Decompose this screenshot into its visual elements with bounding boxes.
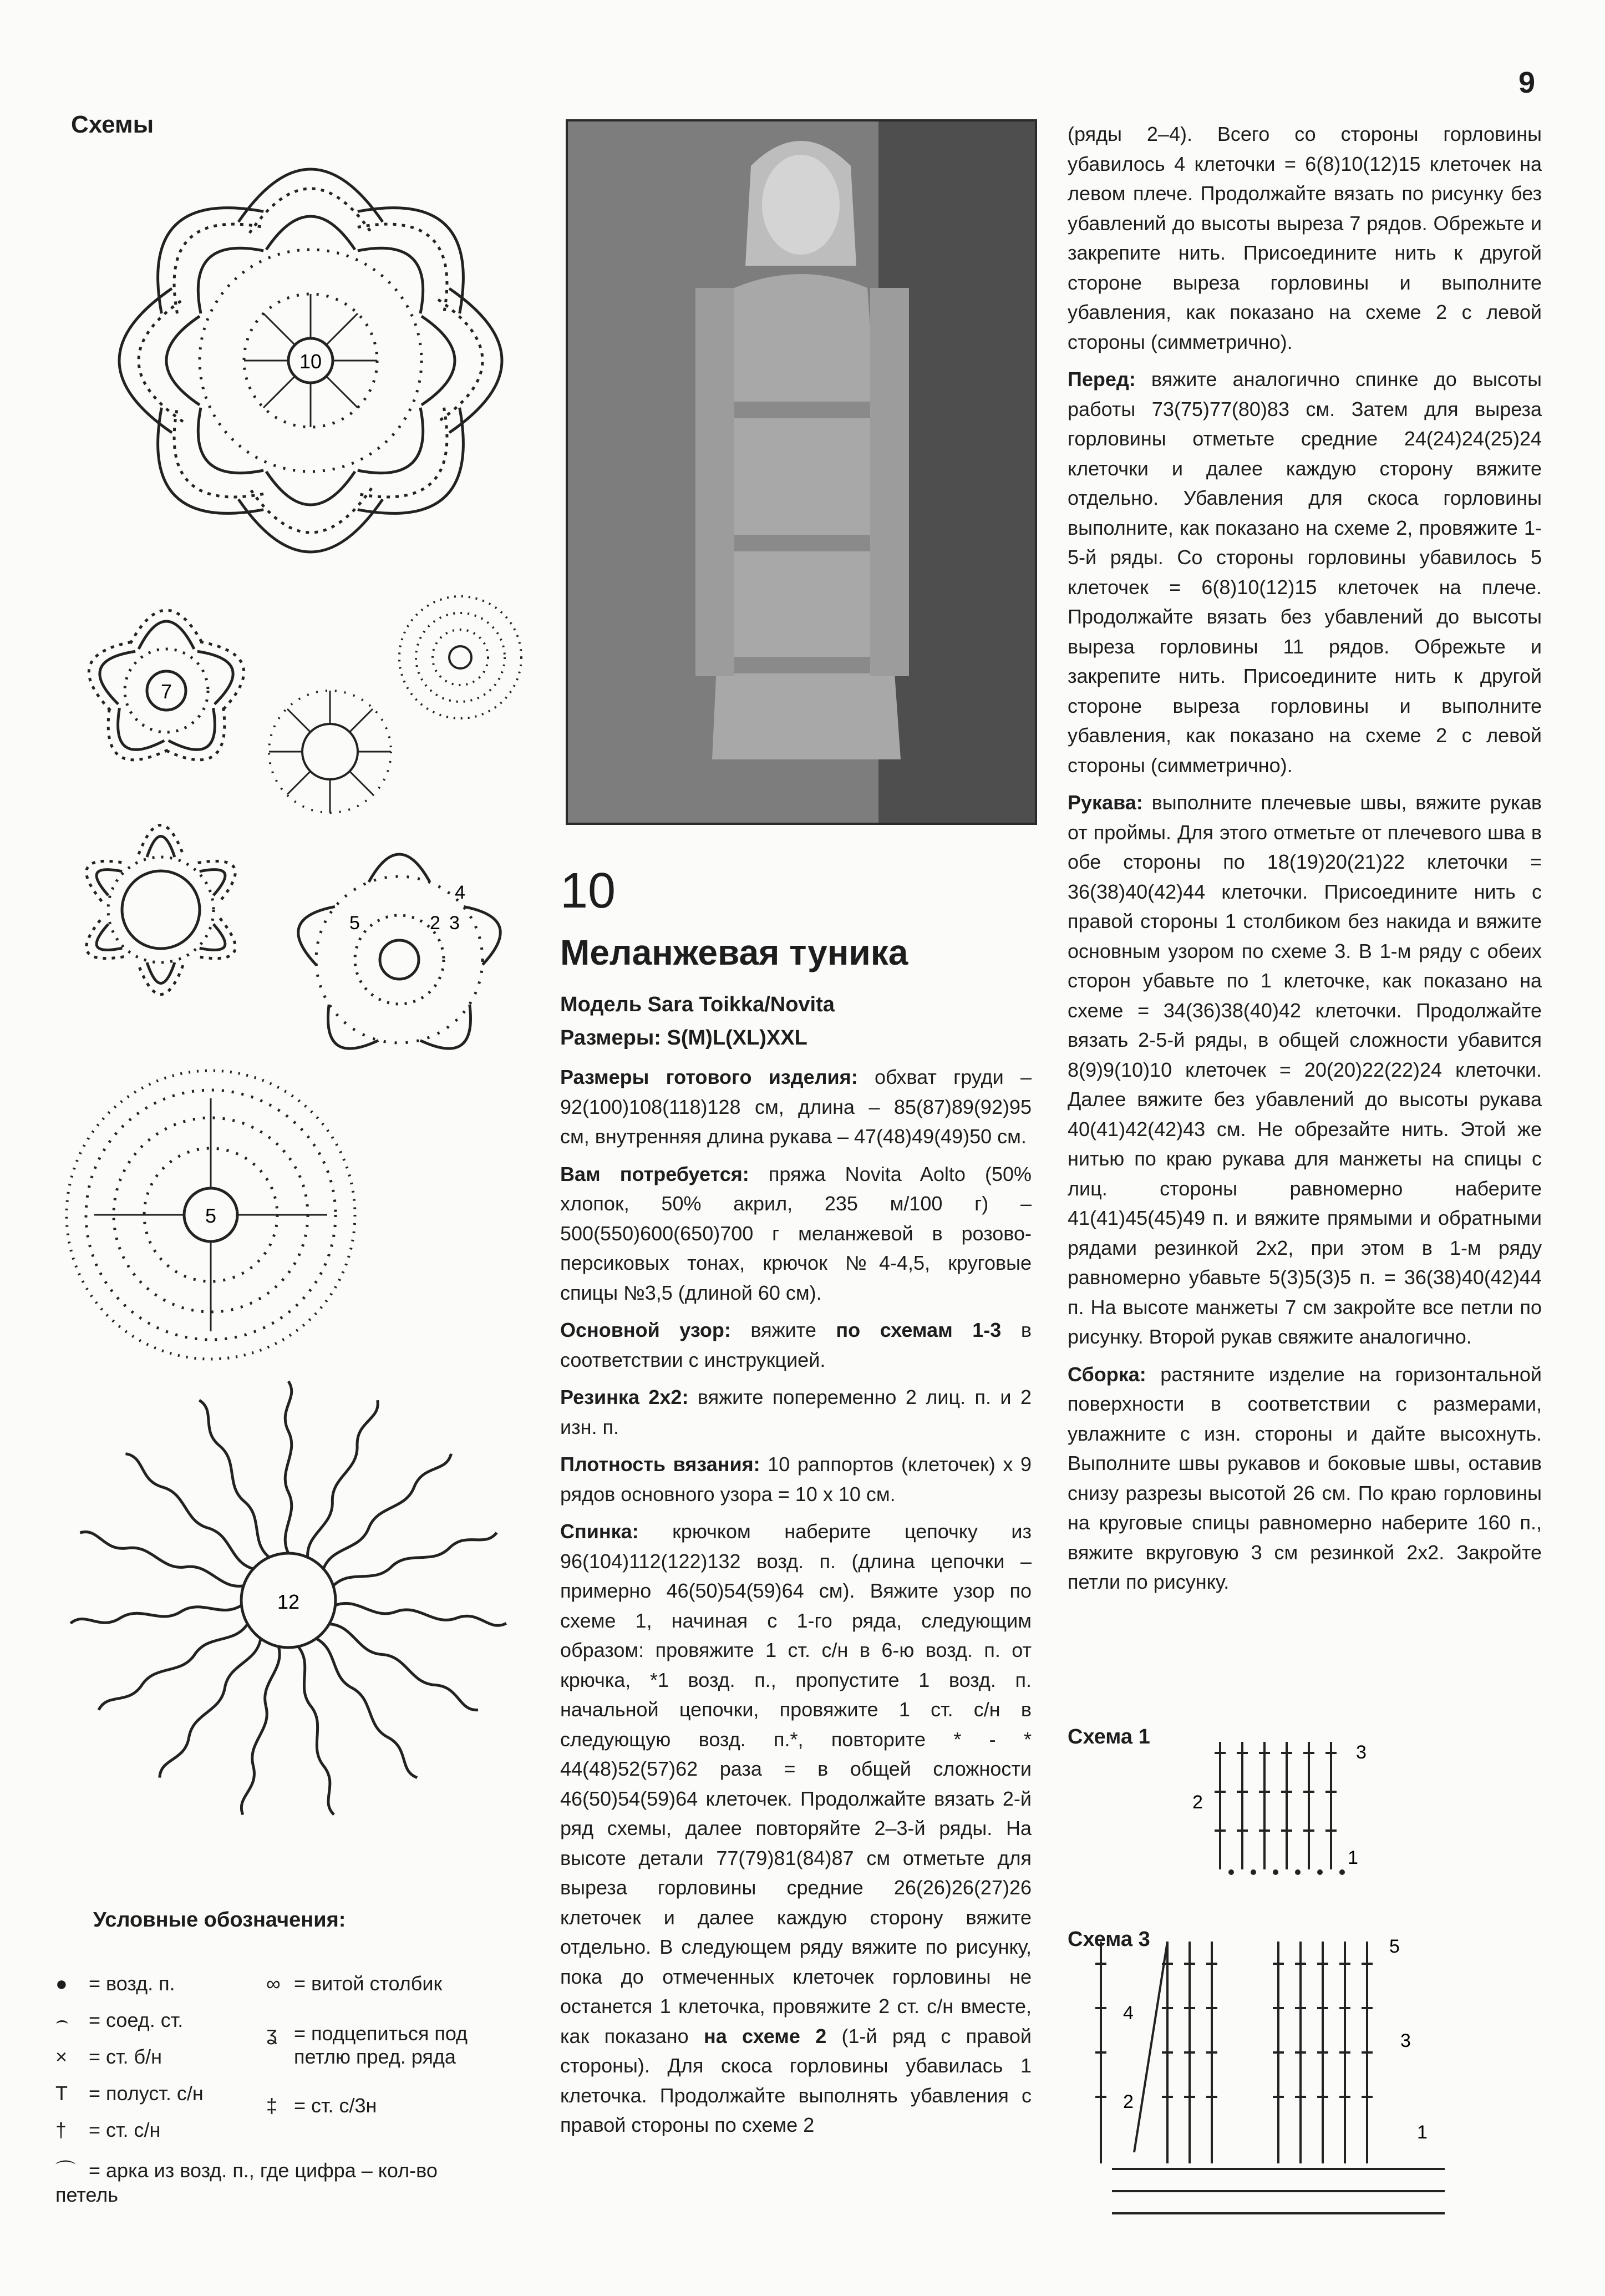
model-photo — [566, 119, 1037, 825]
finished-text: обхват груди – 92(100)108(118)128 см, длина – 85(87)89(92)95 см, внутренняя длина рукава – 47(48)49(49)50 см. — [560, 1066, 1032, 1148]
motif-row-4-label: 4 — [455, 882, 465, 903]
scheme-3-row-5: 5 — [1389, 1936, 1400, 1957]
back-continued: (ряды 2–4). Всего со стороны горловины убавилось 4 клеточки = 6(8)10(12)15 клеточек на левом плече. Продолжайте вязать по рисунку без убавлений до высоты выреза 7 рядов. Обрежьте и закрепите нить. Присоедините нить к другой стороне выреза горловины и выполните убавления, как показано на схеме 2 с левой стороны (симметрично). — [1068, 123, 1542, 353]
scheme-1-diagram — [1192, 1731, 1375, 1886]
daisy-motif-diagram — [55, 810, 266, 1010]
pattern-label: Основной узор: — [560, 1319, 731, 1341]
scheme-1-row-3: 3 — [1356, 1742, 1367, 1763]
back-text-2: (1-й ряд с правой стороны). Для скоса горловины убавилась 1 клеточка. Продолжайте выполнять убавления с правой стороны по схеме 2 — [560, 2024, 1032, 2136]
legend-symbol-icon: ● — [55, 1972, 68, 1995]
back-label: Спинка: — [560, 1520, 639, 1543]
legend-item: ⌢ = соед. ст. — [55, 2009, 184, 2031]
legend-item: ‡ = ст. с/3н — [266, 2094, 377, 2117]
legend-symbol-icon: ⌢ — [55, 2009, 69, 2031]
legend-symbol-icon: ‡ — [266, 2094, 278, 2117]
legend-symbol-icon: T — [55, 2082, 68, 2105]
legend-heading: Условные обозначения: — [93, 1908, 346, 1932]
motif-12-diagram — [55, 1376, 521, 1819]
need-text: пряжа Novita Aolto (50% хлопок, 50% акрил, 235 м/100 г) – 500(550)600(650)700 г меланжевой в розово-персиковых тонах, крючок №4-4,5, круговые спицы №3,5 (длиной 60 см). — [560, 1162, 1032, 1304]
rib-label: Резинка 2х2: — [560, 1386, 689, 1408]
page-number: 9 — [1518, 66, 1536, 99]
sleeves-label: Рукава: — [1068, 791, 1143, 814]
motif-row-5-label: 5 — [349, 913, 360, 934]
legend-item: † = ст. с/н — [55, 2118, 161, 2141]
back-text: крючком наберите цепочку из 96(104)112(122)132 возд. п. (длина цепочки – примерно 46(50)54(59)64 см). Вяжите узор по схеме 1, начиная с 1-го ряда, следующим образом: провяжите 1 ст. с/н в 6-ю возд. п. от крючка, *1 возд. п., пропустите 1 возд. п. начальной цепочки, провяжите 1 ст. с/н в следующую возд. п.*, повторите * - * 44(48)52(57)62 раза = в общей сложности 46(50)54(59)64 клеточек. Продолжайте вязать 2-й ряд схемы, далее повторяйте 2–3-й ряды. На высоте детали 77(79)81(84)87 см отметьте для выреза горловины средние 26(26)26(27)26 клеточек и далее каждую сторону вяжите отдельно. В следующем ряду вяжите по рисунку, пока до отмеченных клеточек горловины не останется 1 клеточка, провяжите 2 ст. с/н вместе, как показано — [560, 1520, 1032, 2047]
motif-5-diagram — [55, 1065, 366, 1365]
legend-right — [266, 1972, 521, 2131]
sizes-line: Размеры: S(M)L(XL)XXL — [560, 1026, 807, 1050]
pattern-text-2: в соответствии с инструкцией. — [560, 1319, 1032, 1371]
schemes-heading: Схемы — [71, 111, 154, 138]
scheme-1-row-2: 2 — [1192, 1792, 1203, 1813]
legend-item: ● = возд. п. — [55, 1972, 175, 1995]
legend-item-arch: ⌒ = арка из возд. п., где цифра – кол-во петель — [55, 2155, 455, 2207]
rib-text: вяжите попеременно 2 лиц. п. и 2 изн. п. — [560, 1386, 1032, 1438]
need-label: Вам потребуется: — [560, 1162, 749, 1185]
legend-symbol-icon: × — [55, 2045, 68, 2068]
middle-column — [560, 1062, 1032, 2148]
density-label: Плотность вязания: — [560, 1453, 760, 1476]
legend-symbol-icon: ∞ — [266, 1972, 281, 1995]
motif-10-label: 10 — [299, 350, 322, 373]
motif-12-label: 12 — [277, 1590, 300, 1613]
article-number: 10 — [560, 863, 616, 919]
scheme-3-row-2: 2 — [1123, 2091, 1134, 2112]
motif-7-label: 7 — [160, 680, 172, 703]
legend-left — [55, 1972, 299, 2155]
legend-item: ʓ = подцепиться под петлю пред. ряда — [266, 2022, 521, 2094]
legend-item: ∞ = витой столбик — [266, 1972, 443, 1995]
legend-item: T = полуст. с/н — [55, 2082, 204, 2105]
finished-label: Размеры готового изделия: — [560, 1066, 858, 1088]
legend-symbol-icon: ⌒ — [55, 2159, 76, 2182]
assembly-text: растяните изделие на горизонтальной поверхности в соответствии с размерами, увлажните с изн. стороны и дайте высохнуть. Выполните швы рукавов и боковые швы, оставив снизу разрезы высотой 26 см. По краю горловины на круговые спицы равномерно наберите 160 п., вяжите вкруговую 3 см резинкой 2х2. Закройте петли по рисунку. — [1068, 1362, 1542, 1593]
pattern-bold: по схемам 1-3 — [836, 1319, 1002, 1341]
scheme-3-diagram — [1101, 1930, 1461, 2219]
assembly-label: Сборка: — [1068, 1362, 1146, 1386]
motif-7-diagram — [61, 588, 272, 793]
scheme-3-label: Схема 3 — [1068, 1928, 1150, 1951]
model-credit: Модель Sara Toikka/Novita — [560, 993, 835, 1016]
scheme-1-row-1: 1 — [1348, 1847, 1358, 1868]
scheme-1-label: Схема 1 — [1068, 1725, 1150, 1748]
sunburst-motif-diagram — [261, 682, 399, 821]
concentric-motif-diagram — [394, 591, 527, 724]
scheme-3-row-1: 1 — [1417, 2122, 1428, 2143]
legend-item: × = ст. б/н — [55, 2045, 162, 2068]
motif-2-5-diagram — [272, 832, 527, 1087]
front-label: Перед: — [1068, 368, 1136, 391]
motif-row-3-label: 3 — [449, 913, 460, 934]
legend-symbol-icon: † — [55, 2118, 67, 2141]
motif-5-label: 5 — [205, 1204, 217, 1227]
article-title: Меланжевая туника — [560, 932, 908, 972]
legend-symbol-icon: ʓ — [266, 2022, 277, 2045]
back-bold: на схеме 2 — [704, 2024, 827, 2047]
scheme-3-row-3: 3 — [1400, 2030, 1411, 2051]
scheme-3-row-4: 4 — [1123, 2003, 1134, 2024]
right-column — [1068, 119, 1542, 1605]
motif-row-2-label: 2 — [430, 913, 440, 934]
front-text: вяжите аналогично спинке до высоты работы 73(75)77(80)83 см. Затем для выреза горловины отметьте средние 24(24)24(25)24 клеточки и далее каждую сторону вяжите отдельно. Убавления для скоса горловины выполните, как показано на схеме 2, провяжите 1-5-й ряды. Со стороны горловины убавилось 5 клеточек = 6(8)10(12)15 клеточек на плече. Продолжайте вязать без убавлений до высоты выреза горловины 11 рядов. Обрежьте и закрепите нить. Присоедините нить к другой стороне выреза горловины и выполните убавления, как показано на схеме 2 с левой стороны (симметрично). — [1068, 368, 1542, 777]
density-text: 10 раппортов (клеточек) х 9 рядов основного узора = 10 х 10 см. — [560, 1453, 1032, 1506]
sleeves-text: выполните плечевые швы, вяжите рукав от проймы. Для этого отметьте от плечевого шва в обе стороны по 18(19)20(21)22 клеточки = 36(38)40(42)44 клеточки. Присоедините нить с правой стороны 1 столбиком без накида и вяжите основным узором по схеме 3. В 1-м ряду с обеих сторон убавьте по 1 клеточке, как показано на схеме = 34(36)38(40)42 клеточки. Продолжайте вязать 2-5-й ряды, в общей сложности убавится 8(9)9(10)10 клеточек = 20(20)22(22)24 клеточки. Далее вяжите без убавлений до высоты рукава 40(41)42(42)43 см. Не обрезайте нить. Этой же нитью по краю рукава для манжеты на спицы с лиц. стороны равномерно наберите 41(41)45(45)49 п. и вяжите прямыми и обратными рядами резинкой 2х2, при этом в 1-м ряду равномерно убавьте 5(3)5(3)5 п. = 36(38)40(42)44 п. На высоте манжеты 7 см закройте все петли по рисунку. Второй рукав свяжите аналогично. — [1068, 791, 1542, 1348]
pattern-text-1: вяжите — [750, 1319, 816, 1341]
motif-10-diagram — [50, 122, 560, 632]
